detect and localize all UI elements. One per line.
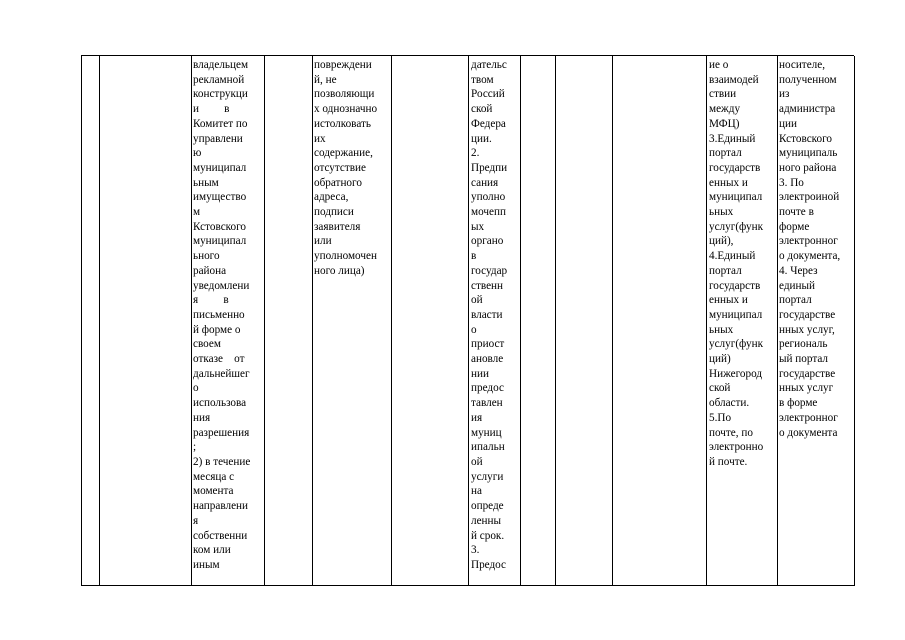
cell-line: органо bbox=[471, 235, 504, 248]
cell-line: ый портал bbox=[779, 353, 829, 366]
cell-line: муниципал bbox=[709, 308, 763, 321]
cell-line: сания bbox=[471, 176, 499, 189]
cell-line: обратного bbox=[314, 176, 362, 189]
table-column-2 bbox=[99, 56, 192, 586]
cell-line: месяца с bbox=[193, 470, 235, 483]
cell-line: из bbox=[779, 88, 790, 101]
cell-line: собственни bbox=[193, 529, 248, 542]
cell-line: рекламной bbox=[193, 73, 245, 86]
cell-line: ой bbox=[471, 294, 483, 307]
column-5-text bbox=[314, 58, 377, 279]
cell-line: ции bbox=[779, 117, 797, 130]
cell-line: 4. Через bbox=[779, 264, 818, 277]
cell-line: МФЦ) bbox=[709, 117, 740, 130]
table-column-6 bbox=[391, 56, 469, 586]
cell-line: о документа bbox=[779, 426, 838, 439]
cell-line: отсутствие bbox=[314, 161, 366, 174]
cell-line: портал bbox=[709, 264, 742, 277]
cell-line: администра bbox=[779, 103, 836, 116]
cell-line: области. bbox=[709, 397, 750, 410]
cell-line: государ bbox=[471, 264, 508, 277]
cell-line: муниципал bbox=[193, 235, 247, 248]
table-column-3 bbox=[191, 56, 265, 586]
cell-line: разрешения bbox=[193, 426, 250, 439]
cell-line: 3. bbox=[471, 544, 480, 557]
cell-line: Россий bbox=[471, 88, 505, 101]
cell-line: х однозначно bbox=[314, 103, 378, 116]
cell-line: ного района bbox=[779, 161, 837, 174]
cell-line: истолковать bbox=[314, 117, 371, 130]
cell-line: Федера bbox=[471, 117, 506, 130]
cell-line: заявителя bbox=[314, 220, 361, 233]
cell-line: в форме bbox=[779, 397, 818, 410]
cell-line: муниципаль bbox=[779, 147, 838, 160]
table-bottom-border bbox=[82, 585, 854, 586]
cell-line: дательс bbox=[471, 59, 507, 71]
cell-line: своем bbox=[193, 338, 221, 351]
cell-line: предос bbox=[471, 382, 504, 395]
cell-line: ю bbox=[193, 147, 202, 160]
cell-line: государств bbox=[709, 279, 761, 292]
cell-line: конструкци bbox=[193, 88, 248, 101]
cell-line: нии bbox=[471, 367, 489, 380]
column-7-text bbox=[471, 58, 507, 573]
cell-line: электронно bbox=[709, 441, 764, 454]
cell-line: й форме о bbox=[193, 323, 241, 336]
cell-line: 4.Единый bbox=[709, 250, 756, 263]
cell-line: почте, по bbox=[709, 426, 753, 439]
cell-line: я bbox=[193, 514, 199, 527]
services-table bbox=[81, 55, 854, 586]
cell-line: ой bbox=[471, 455, 483, 468]
cell-line: власти bbox=[471, 308, 503, 321]
cell-line: ьных bbox=[709, 323, 734, 336]
cell-line: Кстовского bbox=[779, 132, 833, 145]
table-column-7 bbox=[468, 56, 521, 586]
cell-line: или bbox=[314, 235, 332, 248]
cell-line: 2) в течение bbox=[193, 455, 251, 468]
table-column-10 bbox=[612, 56, 707, 586]
cell-line: нных услуг, bbox=[779, 323, 835, 336]
cell-line: государстве bbox=[779, 308, 836, 321]
cell-line: 3. По bbox=[779, 176, 804, 189]
cell-line: содержание, bbox=[314, 147, 373, 160]
cell-line: электронног bbox=[779, 411, 838, 424]
cell-line: о документа, bbox=[779, 250, 841, 263]
cell-line: региональ bbox=[779, 338, 828, 351]
cell-line: я в bbox=[193, 294, 229, 307]
cell-line: муниципал bbox=[193, 161, 247, 174]
cell-line: единый bbox=[779, 279, 815, 292]
cell-line: Комитет по bbox=[193, 117, 248, 130]
cell-line: приост bbox=[471, 338, 505, 351]
cell-line: 3.Единый bbox=[709, 132, 756, 145]
cell-line: электронног bbox=[779, 235, 838, 248]
cell-line: подписи bbox=[314, 206, 354, 219]
cell-line: и в bbox=[193, 103, 230, 116]
cell-line: Предос bbox=[471, 558, 507, 571]
cell-line: полученном bbox=[779, 73, 837, 86]
cell-line: владельцем bbox=[193, 59, 249, 71]
table-column-5 bbox=[312, 56, 392, 586]
table-column-9 bbox=[555, 56, 613, 586]
cell-line: ской bbox=[471, 103, 493, 116]
cell-line: енных и bbox=[709, 176, 748, 189]
cell-line: позволяющи bbox=[314, 88, 375, 101]
column-3-text bbox=[193, 58, 250, 573]
cell-line: м bbox=[193, 206, 201, 219]
cell-line: в bbox=[471, 250, 477, 263]
table-column-11 bbox=[706, 56, 778, 586]
cell-line: енных и bbox=[709, 294, 748, 307]
cell-line: ком или bbox=[193, 544, 231, 557]
table-column-4 bbox=[264, 56, 313, 586]
cell-line: ций) bbox=[709, 353, 731, 366]
cell-line: 2. bbox=[471, 147, 480, 160]
cell-line: между bbox=[709, 103, 741, 116]
cell-line: почте в bbox=[779, 206, 814, 219]
cell-line: й срок. bbox=[471, 529, 505, 542]
table-column-8 bbox=[520, 56, 556, 586]
cell-line: ьных bbox=[709, 206, 734, 219]
cell-line: форме bbox=[779, 220, 810, 233]
cell-line: ; bbox=[193, 441, 197, 454]
cell-line: твом bbox=[471, 73, 494, 86]
cell-line: района bbox=[193, 264, 227, 277]
cell-line: отказе от bbox=[193, 353, 245, 366]
cell-line: взаимодей bbox=[709, 73, 759, 86]
cell-line: о bbox=[193, 382, 199, 395]
cell-line: портал bbox=[779, 294, 812, 307]
cell-line: носителе, bbox=[779, 59, 826, 71]
cell-line: й, не bbox=[314, 73, 337, 86]
cell-line: о bbox=[471, 323, 477, 336]
cell-line: услуг(функ bbox=[709, 220, 764, 233]
cell-line: Предпи bbox=[471, 161, 508, 174]
cell-line: ния bbox=[193, 411, 211, 424]
cell-line: уведомлени bbox=[193, 279, 250, 292]
cell-line: момента bbox=[193, 485, 234, 498]
cell-line: ых bbox=[471, 220, 485, 233]
column-11-text bbox=[709, 58, 763, 470]
cell-line: ций), bbox=[709, 235, 734, 248]
cell-line: ановле bbox=[471, 353, 504, 366]
cell-line: имущество bbox=[193, 191, 247, 204]
cell-line: ного лица) bbox=[314, 264, 365, 277]
cell-line: 5.По bbox=[709, 411, 732, 424]
cell-line: портал bbox=[709, 147, 742, 160]
cell-line: уполномочен bbox=[314, 250, 377, 263]
cell-line: иным bbox=[193, 558, 220, 571]
cell-line: опреде bbox=[471, 500, 504, 513]
cell-line: их bbox=[314, 132, 326, 145]
cell-line: Нижегород bbox=[709, 367, 763, 380]
cell-line: управлени bbox=[193, 132, 243, 145]
cell-line: адреса, bbox=[314, 191, 349, 204]
cell-line: й почте. bbox=[709, 455, 748, 468]
column-12-text bbox=[779, 58, 840, 440]
cell-line: ипальн bbox=[471, 441, 505, 454]
cell-line: услуги bbox=[471, 470, 504, 483]
cell-line: ленны bbox=[471, 514, 502, 527]
cell-line: ции. bbox=[471, 132, 492, 145]
cell-line: ьным bbox=[193, 176, 219, 189]
cell-line: муниципал bbox=[709, 191, 763, 204]
cell-line: Кстовского bbox=[193, 220, 247, 233]
cell-line: государстве bbox=[779, 367, 836, 380]
cell-line: электроиной bbox=[779, 191, 840, 204]
cell-line: повреждени bbox=[314, 59, 372, 71]
cell-line: письменно bbox=[193, 308, 245, 321]
cell-line: уполно bbox=[471, 191, 506, 204]
cell-line: услуг(функ bbox=[709, 338, 764, 351]
cell-line: направлени bbox=[193, 500, 249, 513]
cell-line: на bbox=[471, 485, 482, 498]
cell-line: ственн bbox=[471, 279, 504, 292]
cell-line: ие о bbox=[709, 59, 729, 71]
cell-line: ствии bbox=[709, 88, 737, 101]
cell-line: тавлен bbox=[471, 397, 503, 410]
cell-line: использова bbox=[193, 397, 247, 410]
cell-line: государств bbox=[709, 161, 761, 174]
cell-line: муниц bbox=[471, 426, 502, 439]
cell-line: ьного bbox=[193, 250, 220, 263]
table-column-1 bbox=[82, 56, 100, 586]
cell-line: мочепп bbox=[471, 206, 506, 219]
cell-line: ия bbox=[471, 411, 483, 424]
cell-line: ской bbox=[709, 382, 731, 395]
table-column-12 bbox=[777, 56, 855, 586]
cell-line: дальнейшег bbox=[193, 367, 250, 380]
cell-line: нных услуг bbox=[779, 382, 834, 395]
